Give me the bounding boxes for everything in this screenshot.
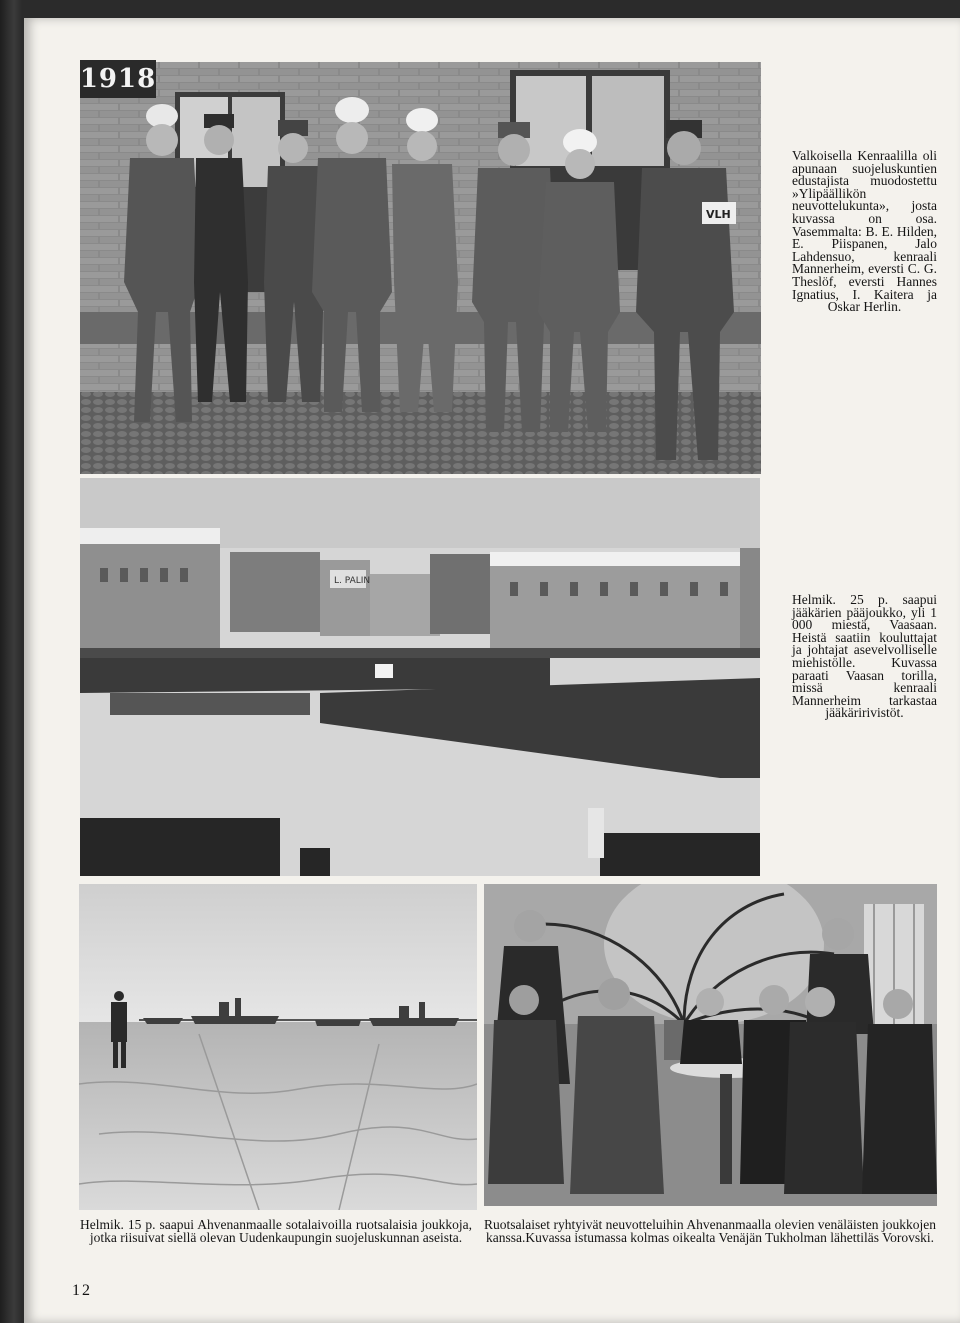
parade-photo-art (80, 478, 760, 876)
warships-photo-art (79, 884, 477, 1210)
meeting-caption: Ruotsalaiset ryhtyivät neuvotteluihin Ahvenanmaalla olevien venäläisten joukkojen kanssa.Kuvassa istumassa kolmas oikealta Venäjän Tukholman lähettiläs Vorovski. (484, 1217, 936, 1245)
meeting-photo (484, 884, 937, 1206)
officers-caption: Valkoisella Kenraalilla oli apunaan suojeluskuntien edustajista muodostettu »Ylipäällikön neuvottelukunta», josta kuvassa on osa. Vasemmalta: B. E. Hilden, E. Piispanen, Jalo Lahdensuo, kenraali Mannerheim, eversti C. G. Theslöf, eversti Hannes Ignatius, I. Kaitera ja Oskar Herlin. (792, 148, 937, 315)
parade-caption: Helmik. 25 p. saapui jääkärien pääjoukko, yli 1 000 miestä, Vaasaan. Heistä saatiin kouluttajat ja johtajat asevelvolliselle miehistölle. Kuvassa paraati Vaasan torilla, missä kenraali Mannerheim tarkastaa jääkäririvistöt. (792, 592, 937, 721)
meeting-photo-art (484, 884, 937, 1206)
year-badge: 1918 (80, 60, 156, 98)
page-number: 12 (72, 1282, 92, 1299)
officers-photo-art (80, 62, 761, 474)
warships-caption: Helmik. 15 p. saapui Ahvenanmaalle sotalaivoilla ruotsalaisia joukkoja, jotka riisuivat siellä olevan Uudenkaupungin suojeluskunnan aseista. (80, 1217, 472, 1245)
shop-sign-text: L. PALIN (334, 576, 371, 586)
armband-text: VLH (706, 208, 731, 221)
parade-photo (80, 478, 760, 876)
warships-ice-photo (79, 884, 477, 1210)
officers-group-photo (80, 62, 761, 474)
